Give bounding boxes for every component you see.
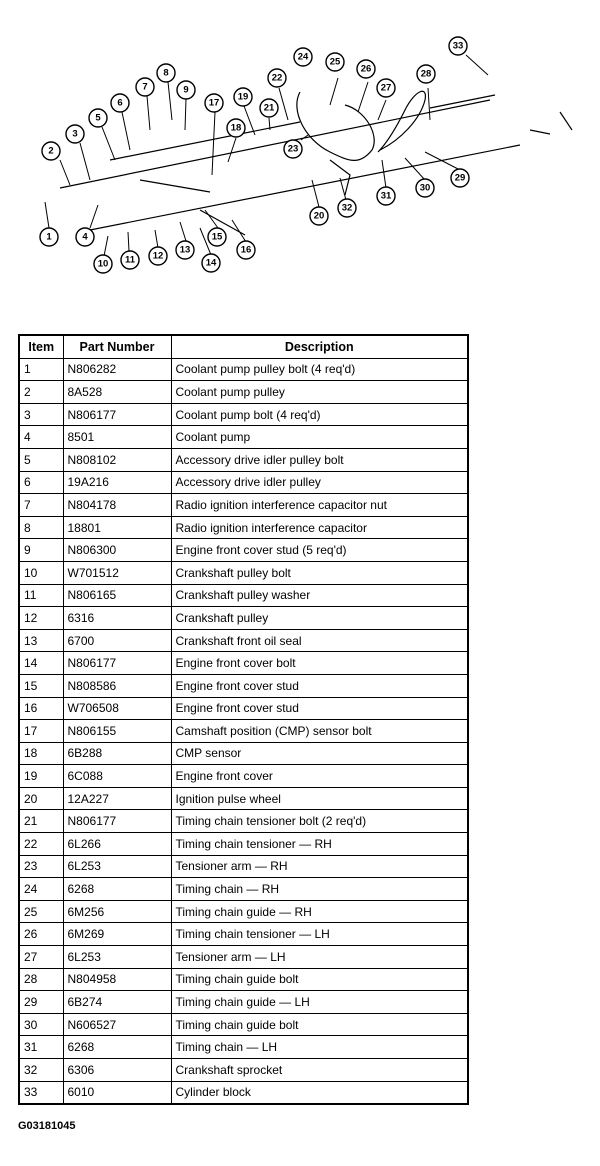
cell-item: 6 (19, 471, 63, 494)
table-row (19, 358, 468, 381)
table-row (19, 516, 468, 539)
callout-2 (42, 142, 60, 160)
svg-text:27: 27 (380, 82, 392, 94)
callout-31 (377, 187, 395, 205)
svg-text:15: 15 (211, 231, 223, 243)
table-row (19, 584, 468, 607)
table-row (19, 742, 468, 765)
cell-part-number: N804958 (63, 968, 171, 991)
cell-item: 18 (19, 742, 63, 765)
svg-text:24: 24 (297, 51, 309, 63)
callout-30 (416, 179, 434, 197)
cell-part-number: W706508 (63, 697, 171, 720)
callout-21 (260, 99, 278, 117)
svg-text:13: 13 (179, 244, 191, 256)
cell-item: 22 (19, 833, 63, 856)
table-row (19, 765, 468, 788)
cell-description: Timing chain guide — RH (171, 900, 468, 923)
svg-text:7: 7 (142, 81, 148, 93)
svg-text:33: 33 (452, 40, 464, 52)
svg-text:26: 26 (360, 63, 372, 75)
cell-description: Crankshaft pulley bolt (171, 561, 468, 584)
cell-item: 10 (19, 561, 63, 584)
cell-description: Engine front cover stud (171, 697, 468, 720)
callout-23 (284, 140, 302, 158)
cell-item: 12 (19, 607, 63, 630)
cell-description: Ignition pulse wheel (171, 787, 468, 810)
cell-part-number: 6010 (63, 1081, 171, 1104)
cell-description: Radio ignition interference capacitor (171, 516, 468, 539)
cell-item: 5 (19, 448, 63, 471)
cell-part-number: N606527 (63, 1013, 171, 1036)
table-row (19, 1081, 468, 1104)
cell-item: 32 (19, 1059, 63, 1082)
cell-part-number: 6268 (63, 878, 171, 901)
svg-text:1: 1 (46, 231, 52, 243)
cell-item: 28 (19, 968, 63, 991)
callout-1 (40, 228, 58, 246)
svg-text:11: 11 (124, 254, 136, 266)
svg-text:17: 17 (208, 97, 220, 109)
cell-part-number: N808586 (63, 674, 171, 697)
table-row (19, 810, 468, 833)
cell-description: Radio ignition interference capacitor nut (171, 494, 468, 517)
cell-description: CMP sensor (171, 742, 468, 765)
callout-9 (177, 81, 195, 99)
cell-part-number: 19A216 (63, 471, 171, 494)
cell-description: Crankshaft pulley washer (171, 584, 468, 607)
cell-description: Crankshaft pulley (171, 607, 468, 630)
svg-text:25: 25 (329, 56, 341, 68)
cell-part-number: 6700 (63, 629, 171, 652)
callout-8 (157, 64, 175, 82)
cell-part-number: N806155 (63, 720, 171, 743)
cell-item: 25 (19, 900, 63, 923)
svg-text:9: 9 (183, 84, 189, 96)
svg-text:12: 12 (152, 250, 164, 262)
callout-12 (149, 247, 167, 265)
table-row (19, 900, 468, 923)
table-row (19, 1059, 468, 1082)
callout-27 (377, 79, 395, 97)
table-row (19, 697, 468, 720)
cell-item: 11 (19, 584, 63, 607)
svg-text:4: 4 (82, 231, 88, 243)
svg-text:19: 19 (237, 91, 249, 103)
svg-text:14: 14 (205, 257, 217, 269)
callout-22 (268, 69, 286, 87)
callout-4 (76, 228, 94, 246)
cell-description: Timing chain tensioner — RH (171, 833, 468, 856)
cell-item: 21 (19, 810, 63, 833)
table-row (19, 787, 468, 810)
parts-table-body (19, 358, 468, 1104)
svg-text:16: 16 (240, 244, 252, 256)
table-row (19, 833, 468, 856)
cell-description: Timing chain — LH (171, 1036, 468, 1059)
svg-text:8: 8 (163, 67, 169, 79)
cell-description: Crankshaft front oil seal (171, 629, 468, 652)
table-row (19, 1013, 468, 1036)
table-row (19, 471, 468, 494)
cell-item: 29 (19, 991, 63, 1014)
callout-29 (451, 169, 469, 187)
cell-description: Engine front cover (171, 765, 468, 788)
cell-item: 14 (19, 652, 63, 675)
cell-part-number: N806282 (63, 358, 171, 381)
cell-part-number: N808102 (63, 448, 171, 471)
cell-item: 8 (19, 516, 63, 539)
table-row (19, 561, 468, 584)
column-header-part-number: Part Number (63, 335, 171, 358)
cell-item: 24 (19, 878, 63, 901)
callout-11 (121, 251, 139, 269)
cell-item: 27 (19, 946, 63, 969)
callout-24 (294, 48, 312, 66)
cell-item: 19 (19, 765, 63, 788)
cell-description: Cylinder block (171, 1081, 468, 1104)
callout-15 (208, 228, 226, 246)
svg-text:18: 18 (230, 122, 242, 134)
cell-item: 30 (19, 1013, 63, 1036)
cell-part-number: N804178 (63, 494, 171, 517)
callout-16 (237, 241, 255, 259)
cell-description: Timing chain — RH (171, 878, 468, 901)
cell-description: Timing chain tensioner bolt (2 req'd) (171, 810, 468, 833)
callout-26 (357, 60, 375, 78)
cell-description: Timing chain tensioner — LH (171, 923, 468, 946)
cell-part-number: 6B274 (63, 991, 171, 1014)
table-header-row (19, 335, 468, 358)
callout-25 (326, 53, 344, 71)
cell-item: 3 (19, 403, 63, 426)
callout-7 (136, 78, 154, 96)
svg-text:5: 5 (95, 112, 101, 124)
cell-description: Timing chain guide — LH (171, 991, 468, 1014)
cell-description: Timing chain guide bolt (171, 1013, 468, 1036)
cell-part-number: 6L266 (63, 833, 171, 856)
cell-description: Coolant pump pulley bolt (4 req'd) (171, 358, 468, 381)
cell-part-number: N806165 (63, 584, 171, 607)
cell-part-number: N806177 (63, 403, 171, 426)
callout-19 (234, 88, 252, 106)
svg-text:32: 32 (341, 202, 353, 214)
svg-text:28: 28 (420, 68, 432, 80)
cell-part-number: 6316 (63, 607, 171, 630)
table-row (19, 652, 468, 675)
table-row (19, 674, 468, 697)
cell-description: Tensioner arm — RH (171, 855, 468, 878)
cell-part-number: 12A227 (63, 787, 171, 810)
callout-14 (202, 254, 220, 272)
cell-item: 4 (19, 426, 63, 449)
cell-description: Timing chain guide bolt (171, 968, 468, 991)
cell-description: Crankshaft sprocket (171, 1059, 468, 1082)
callout-13 (176, 241, 194, 259)
table-row (19, 878, 468, 901)
callout-18 (227, 119, 245, 137)
table-row (19, 855, 468, 878)
table-row (19, 607, 468, 630)
table-row (19, 539, 468, 562)
table-row (19, 968, 468, 991)
svg-text:31: 31 (380, 190, 392, 202)
table-row (19, 946, 468, 969)
table-row (19, 629, 468, 652)
svg-text:10: 10 (97, 258, 109, 270)
svg-text:20: 20 (313, 210, 325, 222)
exploded-view-diagram (0, 0, 600, 300)
parts-table (18, 334, 469, 1105)
cell-description: Accessory drive idler pulley bolt (171, 448, 468, 471)
cell-part-number: N806177 (63, 652, 171, 675)
cell-part-number: N806177 (63, 810, 171, 833)
cell-item: 17 (19, 720, 63, 743)
cell-part-number: 18801 (63, 516, 171, 539)
cell-description: Accessory drive idler pulley (171, 471, 468, 494)
cell-description: Camshaft position (CMP) sensor bolt (171, 720, 468, 743)
cell-part-number: 6268 (63, 1036, 171, 1059)
cell-item: 7 (19, 494, 63, 517)
callout-17 (205, 94, 223, 112)
cell-part-number: 6B288 (63, 742, 171, 765)
cell-part-number: 6M269 (63, 923, 171, 946)
cell-part-number: N806300 (63, 539, 171, 562)
callout-20 (310, 207, 328, 225)
cell-description: Coolant pump bolt (4 req'd) (171, 403, 468, 426)
cell-part-number: 6M256 (63, 900, 171, 923)
table-row (19, 494, 468, 517)
svg-text:21: 21 (263, 102, 275, 114)
table-row (19, 991, 468, 1014)
callout-33 (449, 37, 467, 55)
cell-item: 23 (19, 855, 63, 878)
callout-6 (111, 94, 129, 112)
cell-item: 13 (19, 629, 63, 652)
cell-part-number: 6C088 (63, 765, 171, 788)
cell-item: 31 (19, 1036, 63, 1059)
cell-description: Tensioner arm — LH (171, 946, 468, 969)
svg-text:3: 3 (72, 128, 78, 140)
svg-text:23: 23 (287, 143, 299, 155)
cell-item: 9 (19, 539, 63, 562)
cell-part-number: 6306 (63, 1059, 171, 1082)
cell-item: 15 (19, 674, 63, 697)
svg-text:29: 29 (454, 172, 466, 184)
table-row (19, 1036, 468, 1059)
column-header-item: Item (19, 335, 63, 358)
svg-text:2: 2 (48, 145, 54, 157)
cell-description: Engine front cover stud (5 req'd) (171, 539, 468, 562)
cell-description: Coolant pump pulley (171, 381, 468, 404)
cell-item: 33 (19, 1081, 63, 1104)
callout-32 (338, 199, 356, 217)
cell-description: Coolant pump (171, 426, 468, 449)
cell-item: 20 (19, 787, 63, 810)
cell-part-number: 8501 (63, 426, 171, 449)
table-row (19, 720, 468, 743)
table-row (19, 923, 468, 946)
cell-part-number: 6L253 (63, 855, 171, 878)
callout-3 (66, 125, 84, 143)
table-row (19, 381, 468, 404)
cell-part-number: 6L253 (63, 946, 171, 969)
svg-text:22: 22 (271, 72, 283, 84)
callout-10 (94, 255, 112, 273)
table-row (19, 403, 468, 426)
callout-28 (417, 65, 435, 83)
cell-item: 2 (19, 381, 63, 404)
cell-description: Engine front cover stud (171, 674, 468, 697)
svg-text:30: 30 (419, 182, 431, 194)
table-row (19, 448, 468, 471)
cell-part-number: 8A528 (63, 381, 171, 404)
cell-item: 26 (19, 923, 63, 946)
table-row (19, 426, 468, 449)
figure-code: G03181045 (18, 1120, 76, 1132)
callout-5 (89, 109, 107, 127)
cell-item: 16 (19, 697, 63, 720)
svg-text:6: 6 (117, 97, 123, 109)
column-header-description: Description (171, 335, 468, 358)
cell-part-number: W701512 (63, 561, 171, 584)
cell-item: 1 (19, 358, 63, 381)
cell-description: Engine front cover bolt (171, 652, 468, 675)
